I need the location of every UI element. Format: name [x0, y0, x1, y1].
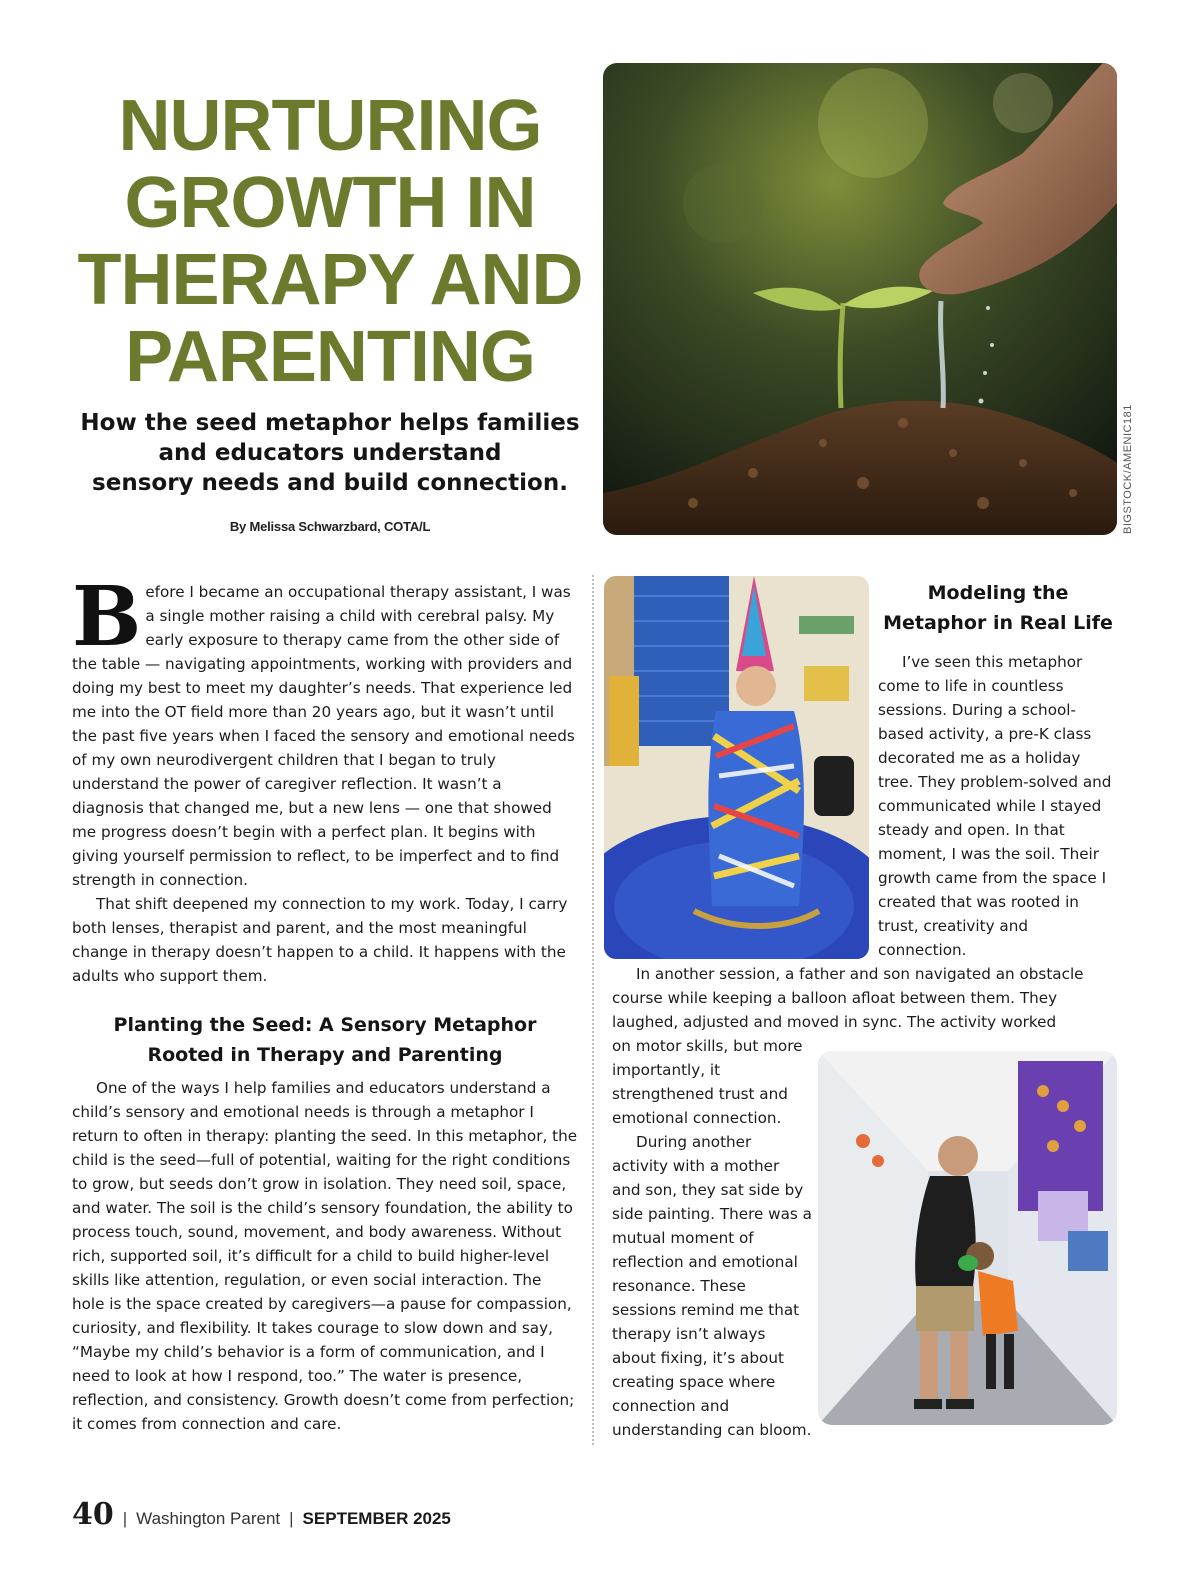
modeling-paragraph-1: I’ve seen this metaphor come to life in countless sessions. During a school-based activity, a pre-K class decorated me as a holiday tree. They problem-solved and communicated while I stayed steady and open. In that moment, I was the soil. Their growth came from the space I created that was rooted in trust, creativity and connection. — [878, 653, 1112, 959]
heading-line: Planting the Seed: A Sensory Metaphor — [113, 1014, 537, 1036]
footer-separator: | — [122, 1509, 128, 1528]
page-number: 40 — [72, 1497, 114, 1532]
footer-separator: | — [289, 1509, 294, 1528]
title-line: PARENTING — [125, 317, 535, 397]
intro-section — [72, 569, 578, 988]
publication-name: Washington Parent — [136, 1509, 281, 1528]
page-footer — [72, 1497, 451, 1533]
subtitle-line: sensory needs and build connection. — [92, 470, 568, 496]
modeling-section-wide — [612, 962, 1112, 1034]
article-subtitle — [70, 408, 590, 498]
drop-cap: B — [72, 569, 142, 665]
subtitle-line: and educators understand — [158, 440, 502, 466]
article-title — [60, 88, 600, 396]
column-divider — [592, 575, 594, 1445]
seedling-photo — [603, 63, 1117, 535]
subtitle-line: How the seed metaphor helps families — [80, 410, 580, 436]
holiday-tree-photo — [604, 576, 869, 959]
planting-section — [72, 1076, 578, 1436]
intro-paragraph-2: That shift deepened my connection to my work. Today, I carry both lenses, therapist and parent, and the most meaningful change in therapy doesn’t happen to a child. It happens with the adults who support them. — [72, 895, 568, 985]
modeling-paragraph-2: In another session, a father and son navigated an obstacle course while keeping a balloon afloat between them. They laughed, adjusted and moved in sync. The activity worked — [612, 965, 1084, 1031]
heading-line: Rooted in Therapy and Parenting — [147, 1044, 503, 1066]
intro-paragraph-1-text: efore I became an occupational therapy assistant, I was a single mother raising a child with cerebral palsy. My early exposure to therapy came from the other side of the table — navigating appointments, working with providers and doing my best to meet my daughter’s needs. That experience led me into the OT field more than 20 years ago, but it wasn’t until the past five years when I faced the sensory and emotional needs of my own neurodivergent children that I began to truly understand the power of caregiver reflection. It wasn’t a diagnosis that changed me, but a new lens — one that showed me progress doesn’t begin with a perfect plan. It begins with giving yourself permission to reflect, to be imperfect and to find strength in connection. — [72, 583, 575, 889]
photo-credit-text: BIGSTOCK/AMENIC181 — [1122, 404, 1134, 534]
issue-date: SEPTEMBER 2025 — [302, 1509, 451, 1528]
heading-line: Metaphor in Real Life — [883, 612, 1113, 634]
modeling-paragraph-3: During another activity with a mother and son, they sat side by side painting. There was a mutual moment of reflection and emotional resonance. These sessions remind me that therapy isn’t always about fixing, it’s about creating space where connection and understanding can bloom. — [612, 1133, 812, 1439]
modeling-paragraph-2-continued: on motor skills, but more importantly, it strengthened trust and emotional connection. — [612, 1037, 803, 1127]
title-line: NURTURING — [118, 86, 542, 166]
modeling-section-narrow — [612, 1034, 812, 1442]
heading-line: Modeling the — [927, 582, 1069, 604]
title-line: GROWTH IN — [124, 163, 536, 243]
byline: By Melissa Schwarzbard, COTA/L — [229, 519, 431, 534]
intro-paragraph-1 — [72, 569, 578, 892]
hallway-photo — [818, 1051, 1117, 1425]
section-heading-planting — [72, 1010, 578, 1070]
modeling-section-top — [878, 650, 1118, 962]
section-heading-modeling — [880, 578, 1116, 638]
title-line: THERAPY AND — [77, 240, 583, 320]
planting-paragraph: One of the ways I help families and educators understand a child’s sensory and emotional needs is through a metaphor I return to often in therapy: planting the seed. In this metaphor, the child is the seed—full of potential, waiting for the right conditions to grow, but seeds don’t grow in isolation. They need soil, space, and water. The soil is the child’s sensory foundation, the ability to process touch, sound, movement, and body awareness. Without rich, supported soil, it’s difficult for a child to build higher-level skills like attention, regulation, or even social interaction. The hole is the space created by caregivers—a pause for compassion, curiosity, and flexibility. It takes courage to slow down and say, “Maybe my child’s behavior is a form of communication, and I need to look at how I respond, too.” The water is presence, reflection, and consistency. Growth doesn’t come from perfection; it comes from connection and care. — [72, 1079, 578, 1433]
photo-credit — [1122, 402, 1138, 534]
